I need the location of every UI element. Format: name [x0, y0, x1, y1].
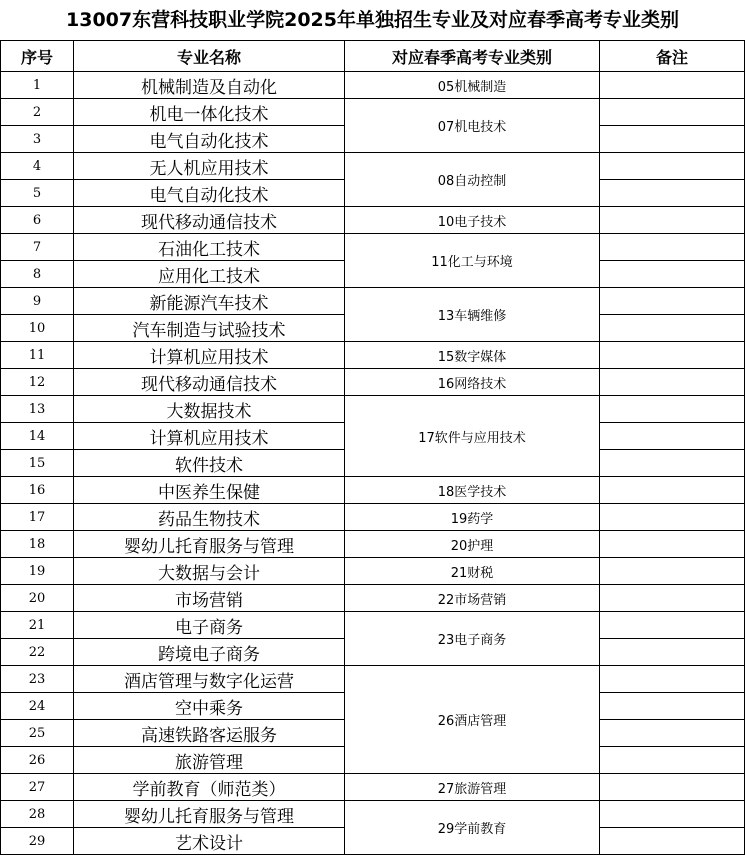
row-number: 4: [1, 153, 74, 180]
table-row: [1, 558, 745, 585]
major-name: 酒店管理与数字化运营: [74, 666, 345, 693]
page-title: 13007东营科技职业学院2025年单独招生专业及对应春季高考专业类别: [66, 9, 679, 31]
note-cell: [600, 828, 745, 855]
note-cell: [600, 747, 745, 774]
exam-category: 27旅游管理: [345, 774, 600, 801]
major-name: 药品生物技术: [74, 504, 345, 531]
exam-category: 05机械制造: [345, 72, 600, 99]
note-cell: [600, 693, 745, 720]
exam-category: 10电子技术: [345, 207, 600, 234]
major-name: 学前教育（师范类）: [74, 774, 345, 801]
major-name: 机械制造及自动化: [74, 72, 345, 99]
row-number: 14: [1, 423, 74, 450]
exam-category: 07机电技术: [345, 99, 600, 153]
note-cell: [600, 342, 745, 369]
exam-category: 23电子商务: [345, 612, 600, 666]
row-number: 8: [1, 261, 74, 288]
row-number: 19: [1, 558, 74, 585]
row-number: 3: [1, 126, 74, 153]
major-name: 汽车制造与试验技术: [74, 315, 345, 342]
note-cell: [600, 207, 745, 234]
major-name: 无人机应用技术: [74, 153, 345, 180]
note-cell: [600, 126, 745, 153]
header-category: 对应春季高考专业类别: [345, 41, 600, 72]
table-row: [1, 72, 745, 99]
note-cell: [600, 315, 745, 342]
table-body: [1, 72, 745, 855]
major-name: 应用化工技术: [74, 261, 345, 288]
note-cell: [600, 153, 745, 180]
major-name: 大数据技术: [74, 396, 345, 423]
row-number: 11: [1, 342, 74, 369]
row-number: 22: [1, 639, 74, 666]
row-number: 20: [1, 585, 74, 612]
exam-category: 08自动控制: [345, 153, 600, 207]
row-number: 12: [1, 369, 74, 396]
table-row: [1, 288, 745, 315]
table-row: [1, 369, 745, 396]
row-number: 5: [1, 180, 74, 207]
major-name: 旅游管理: [74, 747, 345, 774]
note-cell: [600, 639, 745, 666]
major-name: 机电一体化技术: [74, 99, 345, 126]
note-cell: [600, 288, 745, 315]
table-row: [1, 234, 745, 261]
row-number: 13: [1, 396, 74, 423]
majors-table: [0, 40, 745, 855]
note-cell: [600, 666, 745, 693]
row-number: 7: [1, 234, 74, 261]
note-cell: [600, 450, 745, 477]
row-number: 2: [1, 99, 74, 126]
table-row: [1, 531, 745, 558]
header-name: 专业名称: [74, 41, 345, 72]
table-row: [1, 477, 745, 504]
exam-category: 21财税: [345, 558, 600, 585]
note-cell: [600, 558, 745, 585]
exam-category: 26酒店管理: [345, 666, 600, 774]
note-cell: [600, 234, 745, 261]
table-row: [1, 342, 745, 369]
table-row: [1, 801, 745, 828]
row-number: 6: [1, 207, 74, 234]
note-cell: [600, 585, 745, 612]
exam-category: 29学前教育: [345, 801, 600, 855]
exam-category: 15数字媒体: [345, 342, 600, 369]
note-cell: [600, 477, 745, 504]
row-number: 15: [1, 450, 74, 477]
major-name: 计算机应用技术: [74, 342, 345, 369]
major-name: 中医养生保健: [74, 477, 345, 504]
header-note: 备注: [600, 41, 745, 72]
exam-category: 11化工与环境: [345, 234, 600, 288]
exam-category: 18医学技术: [345, 477, 600, 504]
major-name: 跨境电子商务: [74, 639, 345, 666]
exam-category: 20护理: [345, 531, 600, 558]
note-cell: [600, 531, 745, 558]
note-cell: [600, 396, 745, 423]
table-row: [1, 774, 745, 801]
table-row: [1, 612, 745, 639]
major-name: 大数据与会计: [74, 558, 345, 585]
table-row: [1, 585, 745, 612]
note-cell: [600, 423, 745, 450]
major-name: 软件技术: [74, 450, 345, 477]
major-name: 新能源汽车技术: [74, 288, 345, 315]
table-row: [1, 207, 745, 234]
row-number: 26: [1, 747, 74, 774]
row-number: 17: [1, 504, 74, 531]
note-cell: [600, 801, 745, 828]
row-number: 16: [1, 477, 74, 504]
exam-category: 22市场营销: [345, 585, 600, 612]
major-name: 电气自动化技术: [74, 126, 345, 153]
major-name: 空中乘务: [74, 693, 345, 720]
table-row: [1, 99, 745, 126]
note-cell: [600, 504, 745, 531]
table-row: [1, 396, 745, 423]
row-number: 23: [1, 666, 74, 693]
note-cell: [600, 612, 745, 639]
row-number: 27: [1, 774, 74, 801]
row-number: 21: [1, 612, 74, 639]
row-number: 10: [1, 315, 74, 342]
table-row: [1, 504, 745, 531]
note-cell: [600, 720, 745, 747]
table-row: [1, 153, 745, 180]
note-cell: [600, 180, 745, 207]
major-name: 电气自动化技术: [74, 180, 345, 207]
major-name: 艺术设计: [74, 828, 345, 855]
major-name: 高速铁路客运服务: [74, 720, 345, 747]
exam-category: 13车辆维修: [345, 288, 600, 342]
note-cell: [600, 261, 745, 288]
major-name: 计算机应用技术: [74, 423, 345, 450]
major-name: 市场营销: [74, 585, 345, 612]
major-name: 电子商务: [74, 612, 345, 639]
row-number: 29: [1, 828, 74, 855]
row-number: 25: [1, 720, 74, 747]
row-number: 24: [1, 693, 74, 720]
row-number: 18: [1, 531, 74, 558]
note-cell: [600, 72, 745, 99]
row-number: 9: [1, 288, 74, 315]
note-cell: [600, 369, 745, 396]
exam-category: 19药学: [345, 504, 600, 531]
exam-category: 17软件与应用技术: [345, 396, 600, 477]
table-row: [1, 666, 745, 693]
major-name: 婴幼儿托育服务与管理: [74, 531, 345, 558]
row-number: 28: [1, 801, 74, 828]
table-header-row: [1, 41, 745, 72]
exam-category: 16网络技术: [345, 369, 600, 396]
major-name: 现代移动通信技术: [74, 369, 345, 396]
header-no: 序号: [1, 41, 74, 72]
major-name: 石油化工技术: [74, 234, 345, 261]
note-cell: [600, 774, 745, 801]
note-cell: [600, 99, 745, 126]
major-name: 婴幼儿托育服务与管理: [74, 801, 345, 828]
major-name: 现代移动通信技术: [74, 207, 345, 234]
row-number: 1: [1, 72, 74, 99]
